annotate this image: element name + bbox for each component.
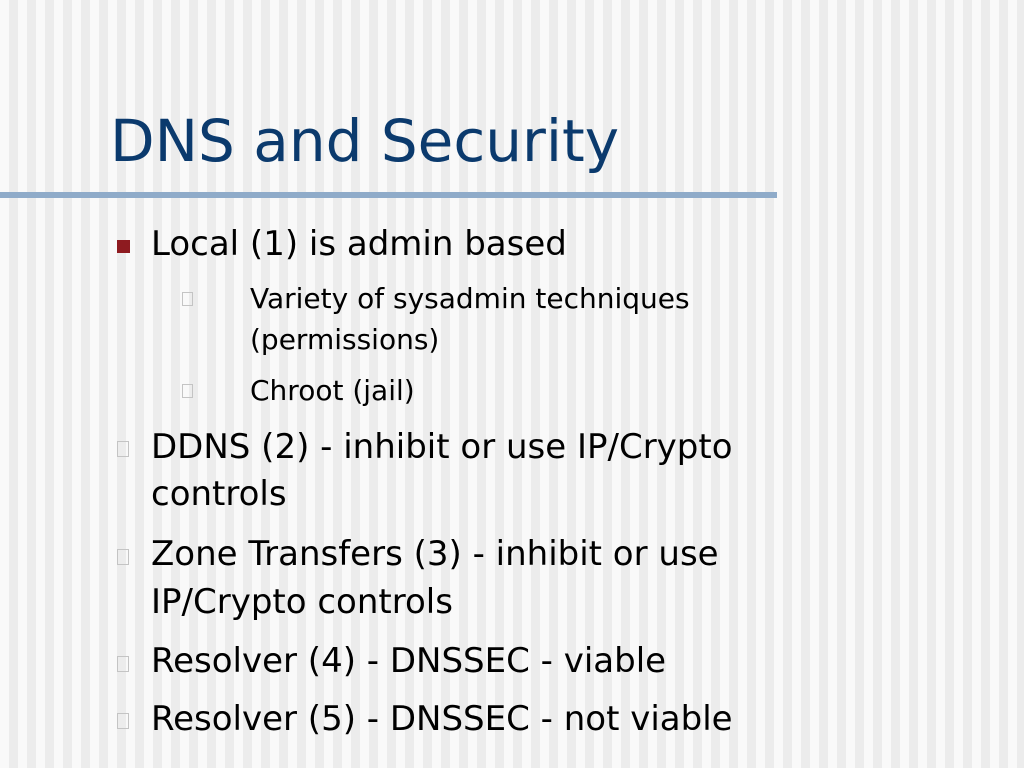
bullet-text-line: Resolver (5) - DNSSEC - not viable [151, 699, 733, 739]
box-bullet-icon [117, 656, 129, 672]
bullet-text-line: Chroot (jail) [250, 374, 415, 407]
slide-title: DNS and Security [110, 107, 620, 175]
bullet-text-line: Local (1) is admin based [151, 224, 567, 264]
bullet-text-line: DDNS (2) - inhibit or use IP/Crypto [151, 427, 733, 467]
box-bullet-icon [182, 384, 193, 398]
box-bullet-icon [117, 441, 129, 457]
box-bullet-icon [117, 549, 129, 565]
box-bullet-icon [117, 713, 129, 729]
bullet-text-line: Zone Transfers (3) - inhibit or use [151, 534, 719, 574]
bullet-text-line: Resolver (4) - DNSSEC - viable [151, 641, 667, 681]
box-bullet-icon [182, 292, 193, 306]
bullet-text-line: IP/Crypto controls [151, 582, 453, 622]
square-bullet-icon [117, 240, 130, 253]
bullet-text-line: (permissions) [250, 323, 440, 356]
bullet-text-line: controls [151, 474, 287, 514]
bullet-text-line: Variety of sysadmin techniques [250, 282, 690, 315]
